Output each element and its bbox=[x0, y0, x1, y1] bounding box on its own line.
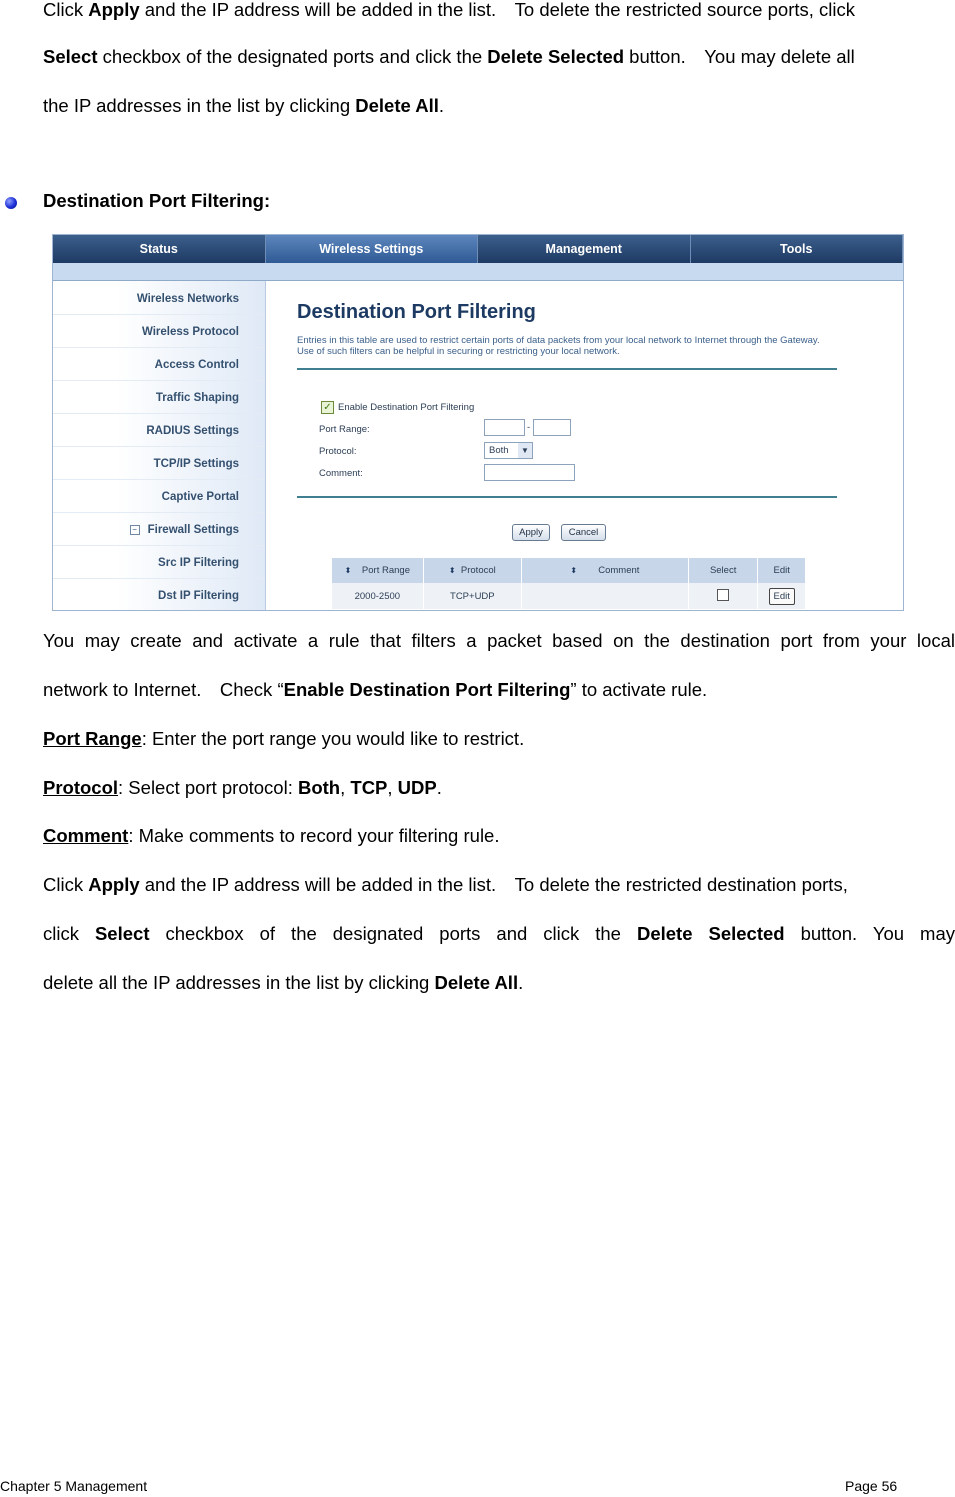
comment-input[interactable] bbox=[484, 464, 575, 481]
section-title: Destination Port Filtering: bbox=[43, 190, 271, 211]
col-edit: Edit bbox=[758, 558, 806, 583]
cancel-button[interactable]: Cancel bbox=[561, 524, 606, 541]
sidebar-item-wireless-protocol[interactable]: Wireless Protocol bbox=[53, 316, 265, 348]
port-range-definition: Port Range: Enter the port range you would like to restrict. bbox=[43, 728, 525, 749]
port-range-start-input[interactable] bbox=[484, 419, 525, 436]
divider bbox=[297, 496, 837, 498]
intro-line-1: Click Apply and the IP address will be added in the list. To delete the restricted source ports, click bbox=[43, 0, 855, 20]
protocol-label: Protocol: bbox=[319, 446, 357, 457]
select-checkbox[interactable] bbox=[717, 589, 729, 601]
body-line-2: network to Internet. Check “Enable Destination Port Filtering” to activate rule. bbox=[43, 679, 708, 700]
sidebar bbox=[53, 281, 266, 610]
comment-label: Comment: bbox=[319, 468, 363, 479]
sidebar-item-dst-ip-filtering[interactable]: Dst IP Filtering bbox=[53, 580, 265, 611]
sub-bar bbox=[53, 263, 903, 281]
footer-page-number: Page 56 bbox=[845, 1478, 898, 1494]
footer-chapter: Chapter 5 Management bbox=[0, 1478, 148, 1494]
comment-definition: Comment: Make comments to record your filtering rule. bbox=[43, 825, 500, 846]
collapse-icon[interactable]: − bbox=[130, 525, 140, 535]
divider bbox=[297, 368, 837, 370]
cell-protocol: TCP+UDP bbox=[423, 583, 521, 609]
col-select: Select bbox=[688, 558, 758, 583]
closing-line-1: Click Apply and the IP address will be added in the list. To delete the restricted destination ports, bbox=[43, 874, 848, 895]
body-line-1: You may create and activate a rule that filters a packet based on the destination port from your local bbox=[43, 630, 955, 651]
intro-line-2: Select checkbox of the designated ports and click the Delete Selected button. You may delete all bbox=[43, 46, 855, 67]
col-comment[interactable]: ⬍ Comment bbox=[522, 558, 689, 583]
top-nav bbox=[53, 235, 903, 263]
sidebar-item-firewall-settings[interactable]: − Firewall Settings bbox=[53, 514, 265, 546]
sidebar-item-access-control[interactable]: Access Control bbox=[53, 349, 265, 381]
enable-checkbox[interactable]: ✓ bbox=[321, 401, 334, 414]
intro-line-3: the IP addresses in the list by clicking Delete All. bbox=[43, 95, 445, 116]
port-range-separator: - bbox=[527, 422, 531, 433]
protocol-select[interactable]: Both ▼ bbox=[484, 442, 533, 459]
sidebar-item-tcpip-settings[interactable]: TCP/IP Settings bbox=[53, 448, 265, 480]
port-range-label: Port Range: bbox=[319, 424, 370, 435]
sort-icon[interactable]: ⬍ bbox=[570, 566, 578, 575]
apply-button[interactable]: Apply bbox=[512, 524, 550, 541]
cell-port-range: 2000-2500 bbox=[332, 583, 423, 609]
bullet-icon bbox=[5, 197, 17, 209]
enable-label: Enable Destination Port Filtering bbox=[338, 402, 475, 413]
edit-button[interactable]: Edit bbox=[769, 588, 795, 605]
col-protocol[interactable]: ⬍ Protocol bbox=[423, 558, 521, 583]
closing-line-3: delete all the IP addresses in the list by clicking Delete All. bbox=[43, 972, 524, 993]
protocol-definition: Protocol: Select port protocol: Both, TCP, UDP. bbox=[43, 777, 442, 798]
table-header-row bbox=[332, 558, 806, 583]
sidebar-item-wireless-networks[interactable]: Wireless Networks bbox=[53, 283, 265, 315]
cell-comment bbox=[522, 583, 689, 609]
tab-status[interactable]: Status bbox=[53, 235, 266, 263]
page-title: Destination Port Filtering bbox=[297, 301, 536, 323]
sidebar-item-src-ip-filtering[interactable]: Src IP Filtering bbox=[53, 547, 265, 579]
port-range-end-input[interactable] bbox=[533, 419, 571, 436]
closing-line-2: click Select checkbox of the designated ports and click the Delete Selected button. You may bbox=[43, 923, 955, 944]
sidebar-item-captive-portal[interactable]: Captive Portal bbox=[53, 481, 265, 513]
cell-select bbox=[688, 583, 758, 609]
table-row bbox=[332, 583, 806, 609]
sidebar-item-radius-settings[interactable]: RADIUS Settings bbox=[53, 415, 265, 447]
page-description: Entries in this table are used to restrict certain ports of data packets from your local network to Internet through the Gateway. Use of such filters can be helpful in securing or restricting your local network. bbox=[297, 335, 820, 357]
col-port-range[interactable]: ⬍ Port Range bbox=[332, 558, 423, 583]
tab-management[interactable]: Management bbox=[478, 235, 691, 263]
chevron-down-icon: ▼ bbox=[518, 443, 532, 458]
sort-icon[interactable]: ⬍ bbox=[448, 566, 456, 575]
cell-edit bbox=[758, 583, 806, 609]
ui-screenshot bbox=[52, 234, 904, 611]
sidebar-item-traffic-shaping[interactable]: Traffic Shaping bbox=[53, 382, 265, 414]
tab-wireless-settings[interactable]: Wireless Settings bbox=[266, 235, 479, 263]
filter-table bbox=[332, 558, 806, 609]
tab-tools[interactable]: Tools bbox=[691, 235, 904, 263]
sort-icon[interactable]: ⬍ bbox=[344, 566, 352, 575]
